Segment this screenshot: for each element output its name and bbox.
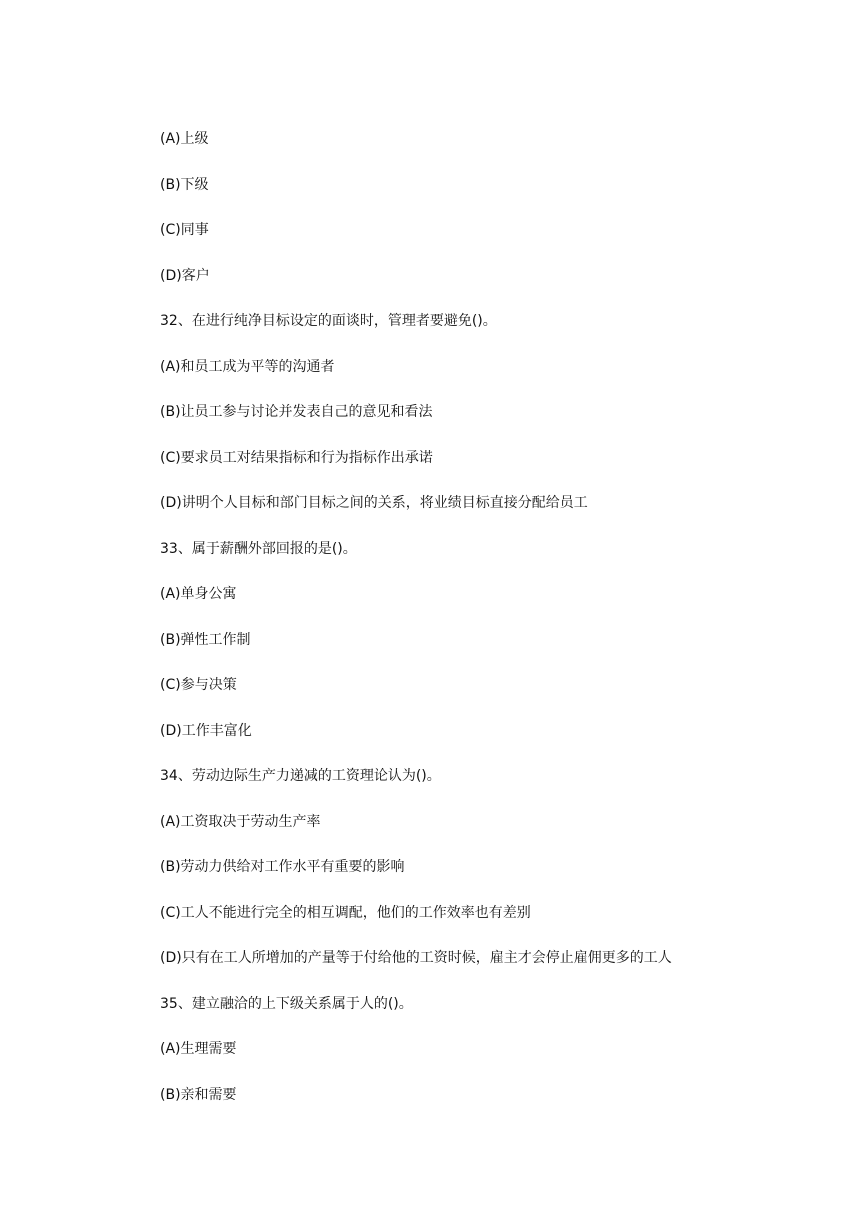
option-line: (A)单身公寓 [160,586,237,602]
option-line: (C)工人不能进行完全的相互调配，他们的工作效率也有差别 [160,904,531,921]
option-line: (C)同事 [160,222,209,238]
question-line: 32、在进行纯净目标设定的面谈时，管理者要避免()。 [160,313,497,329]
option-line: (D)客户 [160,267,210,284]
question-line: 34、劳动边际生产力递减的工资理论认为()。 [160,768,441,784]
option-line: (A)工资取决于劳动生产率 [160,813,321,830]
question-text [160,129,840,1130]
option-line: (A)上级 [160,131,209,147]
option-line: (A)生理需要 [160,1041,237,1057]
option-line: (C)参与决策 [160,677,237,693]
option-line: (D)只有在工人所增加的产量等于付给他的工资时候，雇主才会停止雇佣更多的工人 [160,950,672,966]
option-line: (C)要求员工对结果指标和行为指标作出承诺 [160,449,433,466]
option-line: (B)让员工参与讨论并发表自己的意见和看法 [160,404,433,420]
option-line: (A)和员工成为平等的沟通者 [160,358,335,375]
option-line: (B)亲和需要 [160,1086,237,1103]
option-line: (D)工作丰富化 [160,722,252,739]
question-line: 35、建立融洽的上下级关系属于人的()。 [160,995,413,1012]
option-line: (D)讲明个人目标和部门目标之间的关系，将业绩目标直接分配给员工 [160,495,588,511]
option-line: (B)下级 [160,176,209,193]
option-line: (B)弹性工作制 [160,631,251,648]
question-line: 33、属于薪酬外部回报的是()。 [160,540,357,557]
option-line: (B)劳动力供给对工作水平有重要的影响 [160,859,405,875]
